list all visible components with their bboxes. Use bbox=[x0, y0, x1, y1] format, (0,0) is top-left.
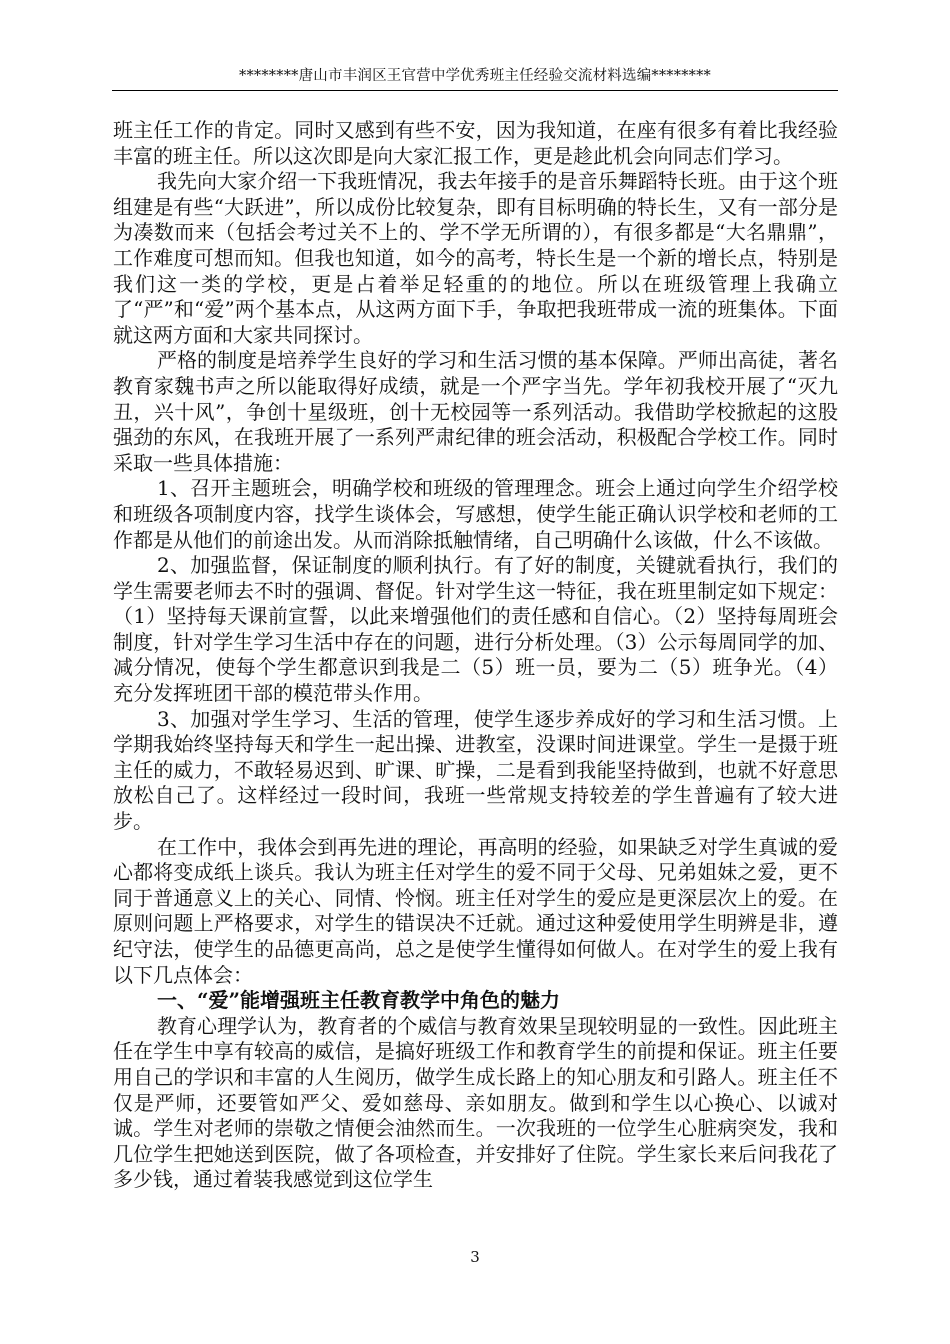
section-heading: 一、“爱”能增强班主任教育教学中角色的魅力 bbox=[157, 988, 561, 1013]
paragraph-authority: 教育心理学认为，教育者的个威信与教育效果呈现较明显的一致性。因此班主任在学生中享有较高的威信，是搞好班级工作和教育学生的前提和保证。班主任要用自己的学识和丰富的人生阅历，做学生成长路上的知心朋友和引路人。班主任不仅是严师，还要管如严父、爱如慈母、亲如朋友。做到和学生以心换心、以诚对诚。学生对老师的崇敬之情便会油然而生。一次我班的一位学生心脏病突发，我和几位学生把她送到医院，做了各项检查，并安排好了住院。学生家长来后问我花了多少钱，通过着装我感觉到这位学生 bbox=[113, 1013, 838, 1192]
paragraph-class-intro: 我先向大家介绍一下我班情况，我去年接手的是音乐舞蹈特长班。由于这个班组建是有些“大跃进”，所以成份比较复杂，即有目标明确的特长生，又有一部分是为凑数而来（包括会考过关不上的、学不学无所谓的），有很多都是“大名鼎鼎”，工作难度可想而知。但我也知道，如今的高考，特长生是一个新的增长点，特别是我们这一类的学校，更是占着举足轻重的的地位。所以在班级管理上我确立了“严”和“爱”两个基本点，从这两方面下手，争取把我班带成一流的班集体。下面就这两方面和大家共同探讨。 bbox=[113, 169, 838, 347]
paragraph-measure-1: 1、召开主题班会，明确学校和班级的管理理念。班会上通过向学生介绍学校和班级各项制度内容，找学生谈体会，写感想，使学生能正确认识学校和老师的工作都是从他们的前途出发。从而消除抵触情绪，自己明确什么该做，什么不该做。 bbox=[113, 476, 838, 552]
page-number: 3 bbox=[470, 1248, 480, 1266]
paragraph-strict-rules: 严格的制度是培养学生良好的学习和生活习惯的基本保障。严师出高徒，著名教育家魏书声之所以能取得好成绩，就是一个严字当先。学年初我校开展了“灭九丑，兴十风”，争创十星级班，创十无校园等一系列活动。我借助学校掀起的这股强劲的东风，在我班开展了一系列严肃纪律的班会活动，积极配合学校工作。同时采取一些具体措施： bbox=[113, 348, 838, 475]
paragraph-measure-3: 3、加强对学生学习、生活的管理，使学生逐步养成好的学习和生活习惯。上学期我始终坚持每天和学生一起出操、进教室，没课时间进课堂。学生一是摄于班主任的威力，不敢轻易迟到、旷课、旷操，二是看到我能坚持做到，也就不好意思放松自己了。这样经过一段时间，我班一些常规支持较差的学生普遍有了较大进步。 bbox=[113, 706, 838, 834]
paragraph-continuation: 班主任工作的肯定。同时又感到有些不安，因为我知道，在座有很多有着比我经验丰富的班主任。所以这次即是向大家汇报工作，更是趁此机会向同志们学习。 bbox=[113, 118, 838, 168]
running-header: ********唐山市丰润区王官营中学优秀班主任经验交流材料选编******** bbox=[239, 68, 711, 84]
paragraph-love: 在工作中，我体会到再先进的理论，再高明的经验，如果缺乏对学生真诚的爱心都将变成纸上谈兵。我认为班主任对学生的爱不同于父母、兄弟姐妹之爱，更不同于普通意义上的关心、同情、怜悯。班主任对学生的爱应是更深层次上的爱。在原则问题上严格要求，对学生的错误决不迁就。通过这种爱使用学生明辨是非，遵纪守法，使学生的品德更高尚，总之是使学生懂得如何做人。在对学生的爱上我有以下几点体会： bbox=[113, 834, 838, 987]
document-body bbox=[113, 118, 838, 1193]
paragraph-measure-2: 2、加强监督，保证制度的顺利执行。有了好的制度，关键就看执行，我们的学生需要老师去不时的强调、督促。针对学生这一特征，我在班里制定如下规定：（1）坚持每天课前宣誓，以此来增强他们的责任感和自信心。（2）坚持每周班会制度，针对学生学习生活中存在的问题，进行分析处理。（3）公示每周同学的加、减分情况，使每个学生都意识到我是二（5）班一员，要为二（5）班争光。（4）充分发挥班团干部的模范带头作用。 bbox=[113, 553, 838, 706]
header-rule bbox=[112, 90, 838, 91]
